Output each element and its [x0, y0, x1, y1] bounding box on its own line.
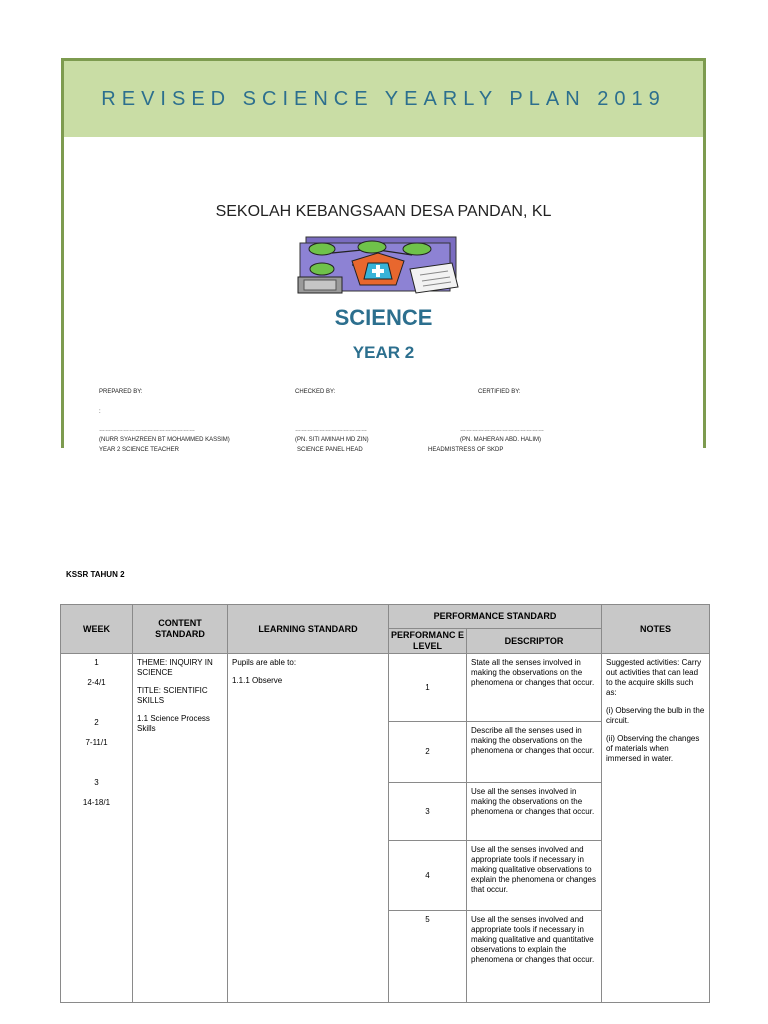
learning-standard-cell [228, 654, 389, 1003]
content-standard-cell [133, 654, 228, 1003]
yearly-plan-table [60, 604, 710, 1003]
prepared-name: (NURR SYAHZREEN BT MOHAMMED KASSIM) [99, 437, 230, 443]
certified-name: (PN. MAHERAN ABD. HALIM) [460, 437, 542, 443]
certified-role: HEADMISTRESS OF SKDP [428, 447, 504, 453]
learning-intro: Pupils are able to: [232, 658, 297, 667]
cover-page [61, 58, 706, 448]
performance-level: 4 [389, 841, 467, 911]
descriptor: Describe all the senses used in making the observations on the phenomena or changes that occur. [467, 722, 602, 783]
performance-level: 2 [389, 722, 467, 783]
week-dates: 2-4/1 [87, 678, 106, 687]
performance-level: 1 [389, 654, 467, 722]
certified-signature-line: …………………………………… [460, 427, 544, 433]
prepared-signature-line: ………………………………………… [99, 427, 195, 433]
cover-title: REVISED SCIENCE YEARLY PLAN 2019 [101, 87, 666, 110]
week-number: 2 [94, 718, 99, 727]
header-performance-standard: PERFORMANCE STANDARD [389, 605, 602, 629]
header-performance-level: PERFORMANC E LEVEL [389, 629, 467, 654]
theme-text: THEME: INQUIRY IN SCIENCE [137, 658, 213, 677]
cover-title-band [64, 61, 703, 137]
notes-intro: Suggested activities: Carry out activities that can lead to the acquire skills such as: [606, 658, 702, 697]
week-number: 3 [94, 778, 99, 787]
year-title: YEAR 2 [352, 343, 415, 362]
checked-role: SCIENCE PANEL HEAD [297, 447, 363, 453]
learning-item: 1.1.1 Observe [232, 676, 283, 685]
week-dates: 7-11/1 [85, 738, 108, 747]
descriptor: Use all the senses involved in making the observations on the phenomena or changes that occur. [467, 783, 602, 841]
week-entry [65, 718, 128, 748]
science-clipart-image [292, 235, 464, 297]
section-label: KSSR TAHUN 2 [66, 570, 125, 579]
week-number: 1 [94, 658, 99, 667]
notes-cell [602, 654, 710, 1003]
performance-level: 3 [389, 783, 467, 841]
week-cell [61, 654, 133, 1003]
header-notes: NOTES [602, 605, 710, 654]
table-row [61, 654, 710, 722]
title-text: TITLE: SCIENTIFIC SKILLS [137, 686, 208, 705]
header-learning-standard: LEARNING STANDARD [228, 605, 389, 654]
subject-title: SCIENCE [334, 305, 433, 330]
header-descriptor: DESCRIPTOR [467, 629, 602, 654]
content-standard-item: 1.1 Science Process Skills [137, 714, 210, 733]
descriptor: State all the senses involved in making the observations on the phenomena or changes that occur. [467, 654, 602, 722]
prepared-by-label: PREPARED BY: [99, 389, 143, 395]
descriptor: Use all the senses involved and appropriate tools if necessary in making qualitative observations to explain the phenomena or changes that occur. [467, 841, 602, 911]
prepared-colon: : [99, 409, 101, 415]
week-dates: 14-18/1 [82, 798, 111, 807]
school-name: SEKOLAH KEBANGSAAN DESA PANDAN, KL [215, 203, 552, 220]
descriptor: Use all the senses involved and appropriate tools if necessary in making qualitative and quantitative observations to explain the phenomena or changes that occur. [467, 911, 602, 1003]
prepared-role: YEAR 2 SCIENCE TEACHER [99, 447, 179, 453]
header-content-standard: CONTENT STANDARD [133, 605, 228, 654]
header-week: WEEK [61, 605, 133, 654]
notes-item: (ii) Observing the changes of materials when immersed in water. [606, 734, 700, 763]
checked-by-label: CHECKED BY: [295, 389, 336, 395]
performance-level: 5 [389, 911, 467, 1003]
notes-item: (i) Observing the bulb in the circuit. [606, 706, 705, 725]
checked-signature-line: ……………………………… [295, 427, 367, 433]
certified-by-label: CERTIFIED BY: [478, 389, 521, 395]
week-entry [65, 658, 128, 688]
checked-name: (PN. SITI AMINAH MD ZIN) [295, 437, 369, 443]
week-entry [65, 778, 128, 808]
